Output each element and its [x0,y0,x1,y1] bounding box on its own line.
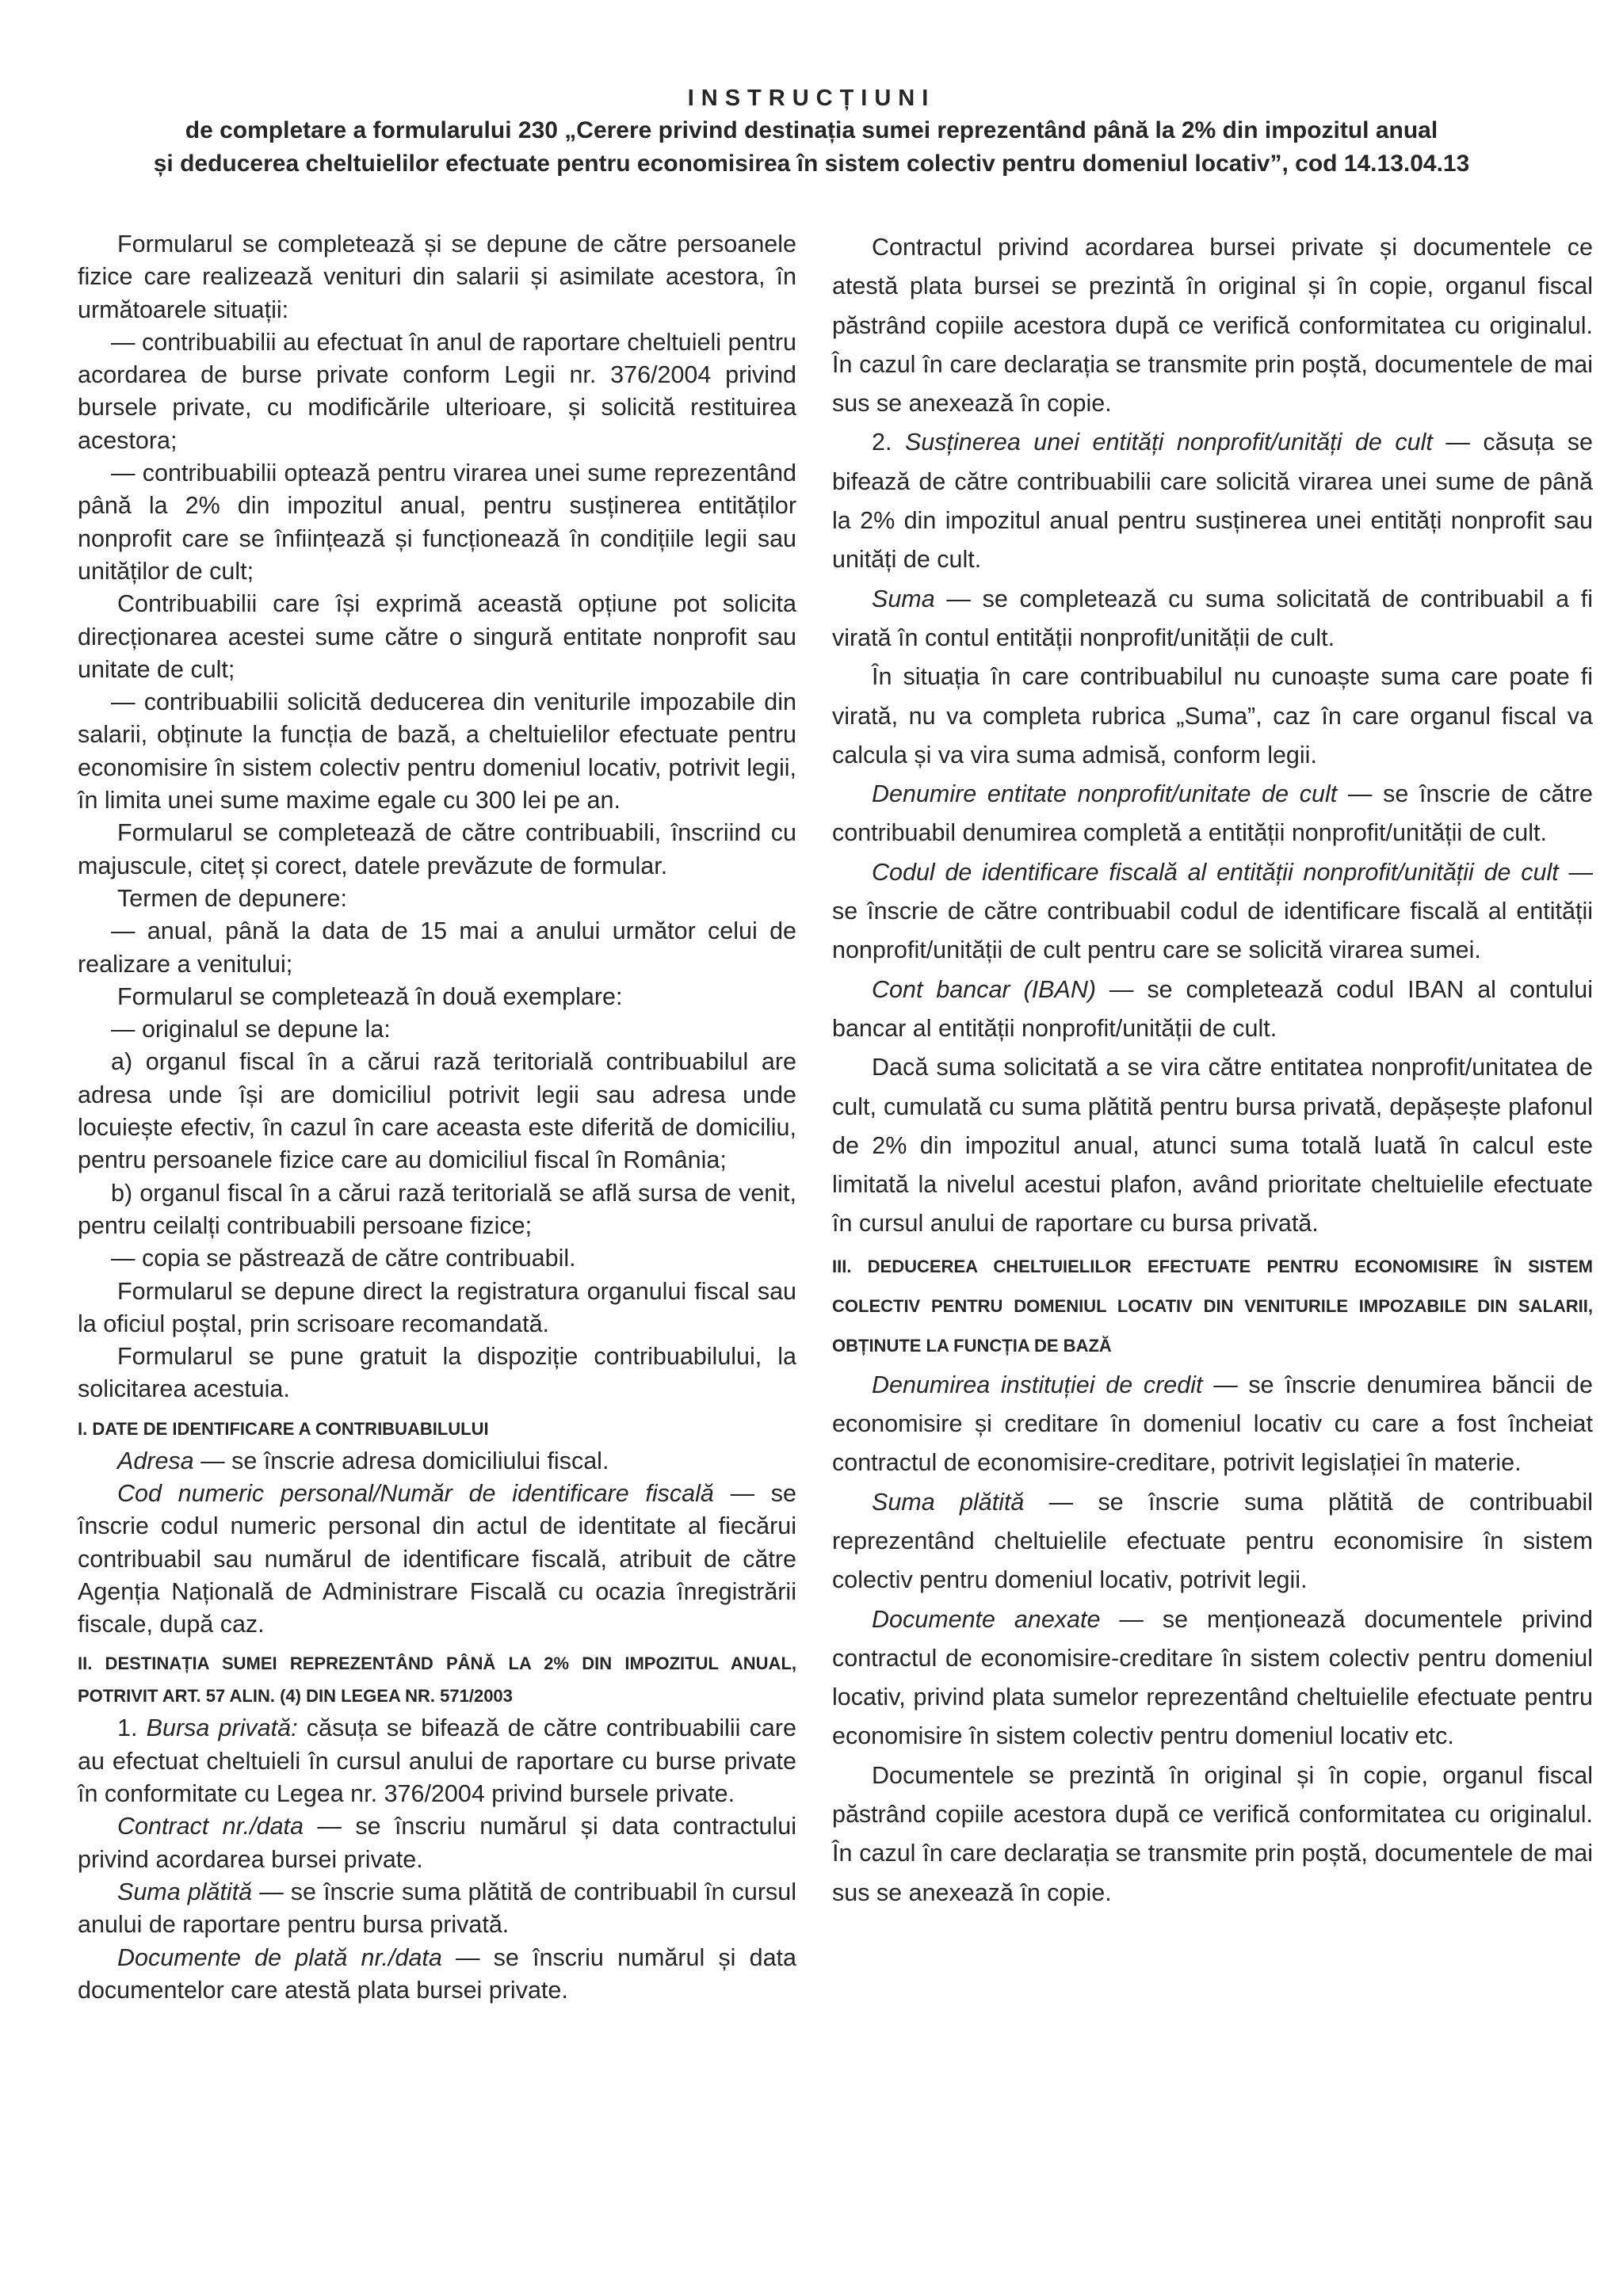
paragraph [832,971,1593,1049]
field-term: Codul de identificare fiscală al entității nonprofit/unității de cult [872,858,1559,886]
paragraph: Dacă suma solicitată a se vira către entitatea nonprofit/unitatea de cult, cumulată cu suma plătită pentru bursa privată, depășește plafonul de 2% din impozitul anual, atunci suma totală luată în calcul este limitată la nivelul acestui plafon, având prioritate cheltuielile efectuate în cursul anului de raportare cu bursa privată. [832,1054,1593,1238]
paragraph: — anual, până la data de 15 mai a anului următor celui de realizare a venitului; [78,917,796,978]
field-description: — se înscrie suma plătită de contribuabil reprezentând cheltuielile efectuate pentru economisire în sistem colectiv pentru domeniul locativ, potrivit legii. [832,1488,1593,1594]
field-term: Cont bancar (IBAN) [872,975,1097,1003]
item-number: 2. [872,429,905,456]
field-term: Documente de plată nr./data [117,1943,442,1971]
paragraph: Documentele se prezintă în original și în copie, organul fiscal păstrând copiile acestora după ce verifică conformitatea cu originalul. În cazul în care declarația se transmite prin poștă, documentele de mai sus se anexează în copie. [832,1761,1593,1906]
paragraph: Termen de depunere: [117,884,347,912]
field-term: Contract nr./data [117,1813,304,1840]
paragraph: — originalul se depune la: [111,1016,391,1043]
paragraph [78,1445,796,1478]
paragraph [78,1942,796,2008]
field-term: Suma plătită [117,1878,253,1905]
section-heading-2: II. DESTINAȚIA SUMEI REPREZENTÂND PÂNĂ LA 2% DIN IMPOZITUL ANUAL, POTRIVIT ART. 57 ALIN. (4) DIN LEGEA NR. 571/2003 [78,1653,796,1707]
field-description: căsuța se bifează de către contribuabilii care au efectuat cheltuieli în cursul anului de raportare cu burse private în conformitate cu Legea nr. 376/2004 privind bursele private. [78,1714,796,1808]
field-term: Suma plătită [872,1488,1025,1516]
paragraph: Formularul se pune gratuit la dispoziție contribuabilului, la solicitarea acestuia. [78,1343,796,1403]
paragraph [78,1876,796,1942]
paragraph: Formularul se depune direct la registratura organului fiscal sau la oficiul poștal, prin scrisoare recomandată. [78,1277,796,1337]
paragraph: Formularul se completează și se depune de către persoanele fizice care realizează venituri din salarii și asimilate acestora, în următoarele situații: [78,231,796,323]
paragraph: — contribuabilii optează pentru virarea unei sume reprezentând până la 2% din impozitul anual, pentru susținerea entităților nonprofit care se înființează și funcționează în condițiile legii sau unităților de cult; [78,460,796,585]
paragraph [78,1478,796,1641]
field-term: Documente anexate [872,1605,1101,1633]
document-title: INSTRUCȚIUNI [687,86,936,111]
paragraph: a) organul fiscal în a cărui rază teritorială contribuabilul are adresa unde își are domiciliul potrivit legii sau adresa unde locuiește efectiv, în cazul în care aceasta este diferită de domiciliu, pentru persoanele fizice care au domiciliul fiscal în România; [78,1048,796,1174]
field-term: Susținerea unei entități nonprofit/unități de cult [904,429,1433,456]
field-term: Bursa privată: [146,1714,298,1742]
paragraph: Formularul se completează în două exemplare: [117,982,623,1010]
document-header [0,82,1623,181]
field-description: — se înscrie codul numeric personal din actul de identitate al fiecărui contribuabil sau numărul de identificare fiscală, atribuit de către Agenția Națională de Administrare Fiscală cu ocazia înregistrării fiscale, după caz. [78,1479,796,1638]
paragraph [78,1810,796,1876]
paragraph: — contribuabilii solicită deducerea din veniturile impozabile din salarii, obținute la funcția de bază, a cheltuielilor efectuate pentru economisire în sistem colectiv pentru domeniul locativ, potrivit legii, în limita unei sume maxime egale cu 300 lei pe an. [78,688,796,814]
field-description: — se înscrie suma plătită de contribuabil în cursul anului de raportare pentru bursa privată. [78,1878,796,1939]
field-term: Adresa [117,1447,194,1474]
field-term: Suma [872,585,935,612]
paragraph: Contribuabilii care își exprimă această opțiune pot solicita direcționarea acestei sume către o singură entitate nonprofit sau unitate de cult; [78,590,796,683]
field-term: Denumire entitate nonprofit/unitate de cult [872,780,1338,808]
field-description: — se înscrie adresa domiciliului fiscal. [193,1447,609,1474]
field-description: — se înscrie de către contribuabil codul de identificare fiscală al entității nonprofit/unității de cult pentru care se solicită virarea sumei. [832,858,1593,964]
field-description: — se înscriu numărul și data documentelor care atestă plata bursei private. [78,1943,796,2004]
paragraph: — contribuabilii au efectuat în anul de raportare cheltuieli pentru acordarea de burse private conform Legii nr. 376/2004 privind bursele private, cu modificările ulterioare, și solicită restituirea acestora; [78,328,796,454]
paragraph [832,423,1593,579]
field-description: — se înscrie denumirea băncii de economisire și creditare în domeniul locativ cu care a fost încheiat contractul de economisire-creditare, potrivit legislației în materie. [832,1371,1593,1477]
field-term: Denumirea instituției de credit [872,1371,1203,1398]
field-description: — se înscrie de către contribuabil denumirea completă a entității nonprofit/unității de cult. [832,780,1593,847]
section-heading-3: III. DEDUCEREA CHELTUIELILOR EFECTUATE PENTRU ECONOMISIRE ÎN SISTEM COLECTIV PENTRU DOMENIUL LOCATIV DIN VENITURILE IMPOZABILE DIN SALARII, OBȚINUTE LA FUNCȚIA DE BAZĂ [832,1256,1593,1356]
field-description: — se completează cu suma solicitată de contribuabil a fi virată în contul entității nonprofit/unității de cult. [832,585,1593,651]
field-description: — căsuța se bifează de către contribuabilii care solicită virarea unei sume de până la 2% din impozitul anual pentru susținerea unei entități nonprofit sau unități de cult. [832,429,1593,574]
paragraph: Formularul se completează de către contribuabili, înscriind cu majuscule, citeț și corect, datele prevăzute de formular. [78,819,796,879]
paragraph [832,853,1593,971]
paragraph [832,580,1593,658]
field-term: Cod numeric personal/Număr de identificare fiscală [117,1479,714,1507]
item-number: 1. [117,1714,147,1742]
paragraph [832,1600,1593,1756]
document-subtitle-line-2: și deducerea cheltuielilor efectuate pentru economisirea în sistem colectiv pentru domeniul locativ”, cod 14.13.04.13 [153,151,1470,177]
paragraph [832,775,1593,853]
left-column [78,228,796,2007]
document-subtitle-line-1: de completare a formularului 230 „Cerere privind destinația sumei reprezentând până la 2% din impozitul anual [185,117,1438,143]
field-description: — se înscriu numărul și data contractului privind acordarea bursei private. [78,1813,796,1873]
field-description: — se menționează documentele privind contractul de economisire-creditare în sistem colectiv pentru domeniul locativ, privind plata sumelor reprezentând cheltuielile efectuate pentru economisire în sistem colectiv pentru domeniul locativ etc. [832,1605,1593,1750]
paragraph: — copia se păstrează de către contribuabil. [111,1245,576,1272]
paragraph: Contractul privind acordarea bursei private și documentele ce atestă plata bursei se prezintă în original și în copie, organul fiscal păstrând copiile acestora după ce verifică conformitatea cu originalul. În cazul în care declarația se transmite prin poștă, documentele de mai sus se anexează în copie. [832,234,1593,418]
paragraph: b) organul fiscal în a cărui rază teritorială se află sursa de venit, pentru ceilalți contribuabili persoane fizice; [78,1179,796,1239]
paragraph [78,1712,796,1810]
field-description: — se completează codul IBAN al contului bancar al entității nonprofit/unității de cult. [832,975,1593,1042]
paragraph [832,1366,1593,1483]
paragraph: În situația în care contribuabilul nu cunoaște suma care poate fi virată, nu va completa rubrica „Suma”, caz în care organul fiscal va calcula și va vira suma admisă, conform legii. [832,663,1593,769]
section-heading-1: I. DATE DE IDENTIFICARE A CONTRIBUABILULUI [78,1418,489,1439]
paragraph [832,1483,1593,1600]
right-column [832,228,1593,1913]
